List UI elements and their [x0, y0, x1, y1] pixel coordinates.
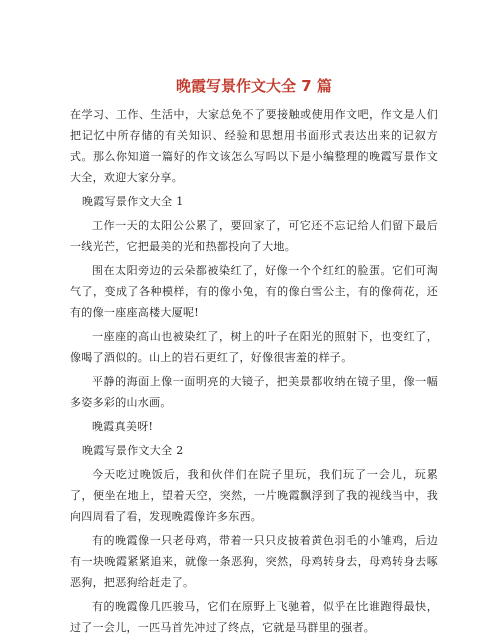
paragraph: 晚霞真美呀!	[92, 420, 154, 433]
section-heading-1: 晚霞写景作文大全 1	[82, 195, 184, 208]
paragraph: 围在太阳旁边的云朵都被染红了，好像一个个红红的脸蛋。它们可淘气了，变成了各种模样，有的像小兔，有的像白雪公主，有的像荷花，还有的像一座座高楼大厦呢!	[70, 264, 438, 319]
paragraph: 今天吃过晚饭后，我和伙伴们在院子里玩，我们玩了一会儿，玩累了，便坐在地上，望着天空，突然，一片晚霞飘浮到了我的视线当中，我向四周看了看，发现晚霞像许多东西。	[70, 468, 438, 523]
paragraph: 有的晚霞像一只老母鸡，带着一只只皮披着黄色羽毛的小雏鸡，后边有一块晚霞紧紧追来，就像一条恶狗，突然，母鸡转身去，母鸡转身去啄恶狗，把恶狗给赶走了。	[70, 534, 438, 589]
paragraph: 有的晚霞像几匹骏马，它们在原野上飞驰着，似乎在比谁跑得最快，过了一会儿，一匹马首先冲过了终点，它就是马群里的强者。	[70, 600, 438, 634]
paragraph: 平静的海面上像一面明亮的大镜子，把美景都收纳在镜子里，像一幅多姿多彩的山水画。	[70, 375, 438, 409]
document-title: 晚霞写景作文大全 7 篇	[176, 77, 332, 95]
section-heading-2: 晚霞写景作文大全 2	[82, 444, 184, 457]
intro-paragraph: 在学习、工作、生活中，大家总免不了要接触或使用作文吧，作文是人们把记忆中所存储的有关知识、经验和思想用书面形式表达出来的记叙方式。那么你知道一篇好的作文该怎么写吗以下是小编整理的晚霞写景作文大全，欢迎大家分享。	[70, 108, 438, 184]
paragraph: 一座座的高山也被染红了，树上的叶子在阳光的照射下，也变红了，像喝了酒似的。山上的岩石更红了，好像很害羞的样子。	[70, 330, 438, 364]
paragraph: 工作一天的太阳公公累了，要回家了，可它还不忘记给人们留下最后一线光芒，它把最美的光和热都投向了大地。	[70, 219, 438, 253]
